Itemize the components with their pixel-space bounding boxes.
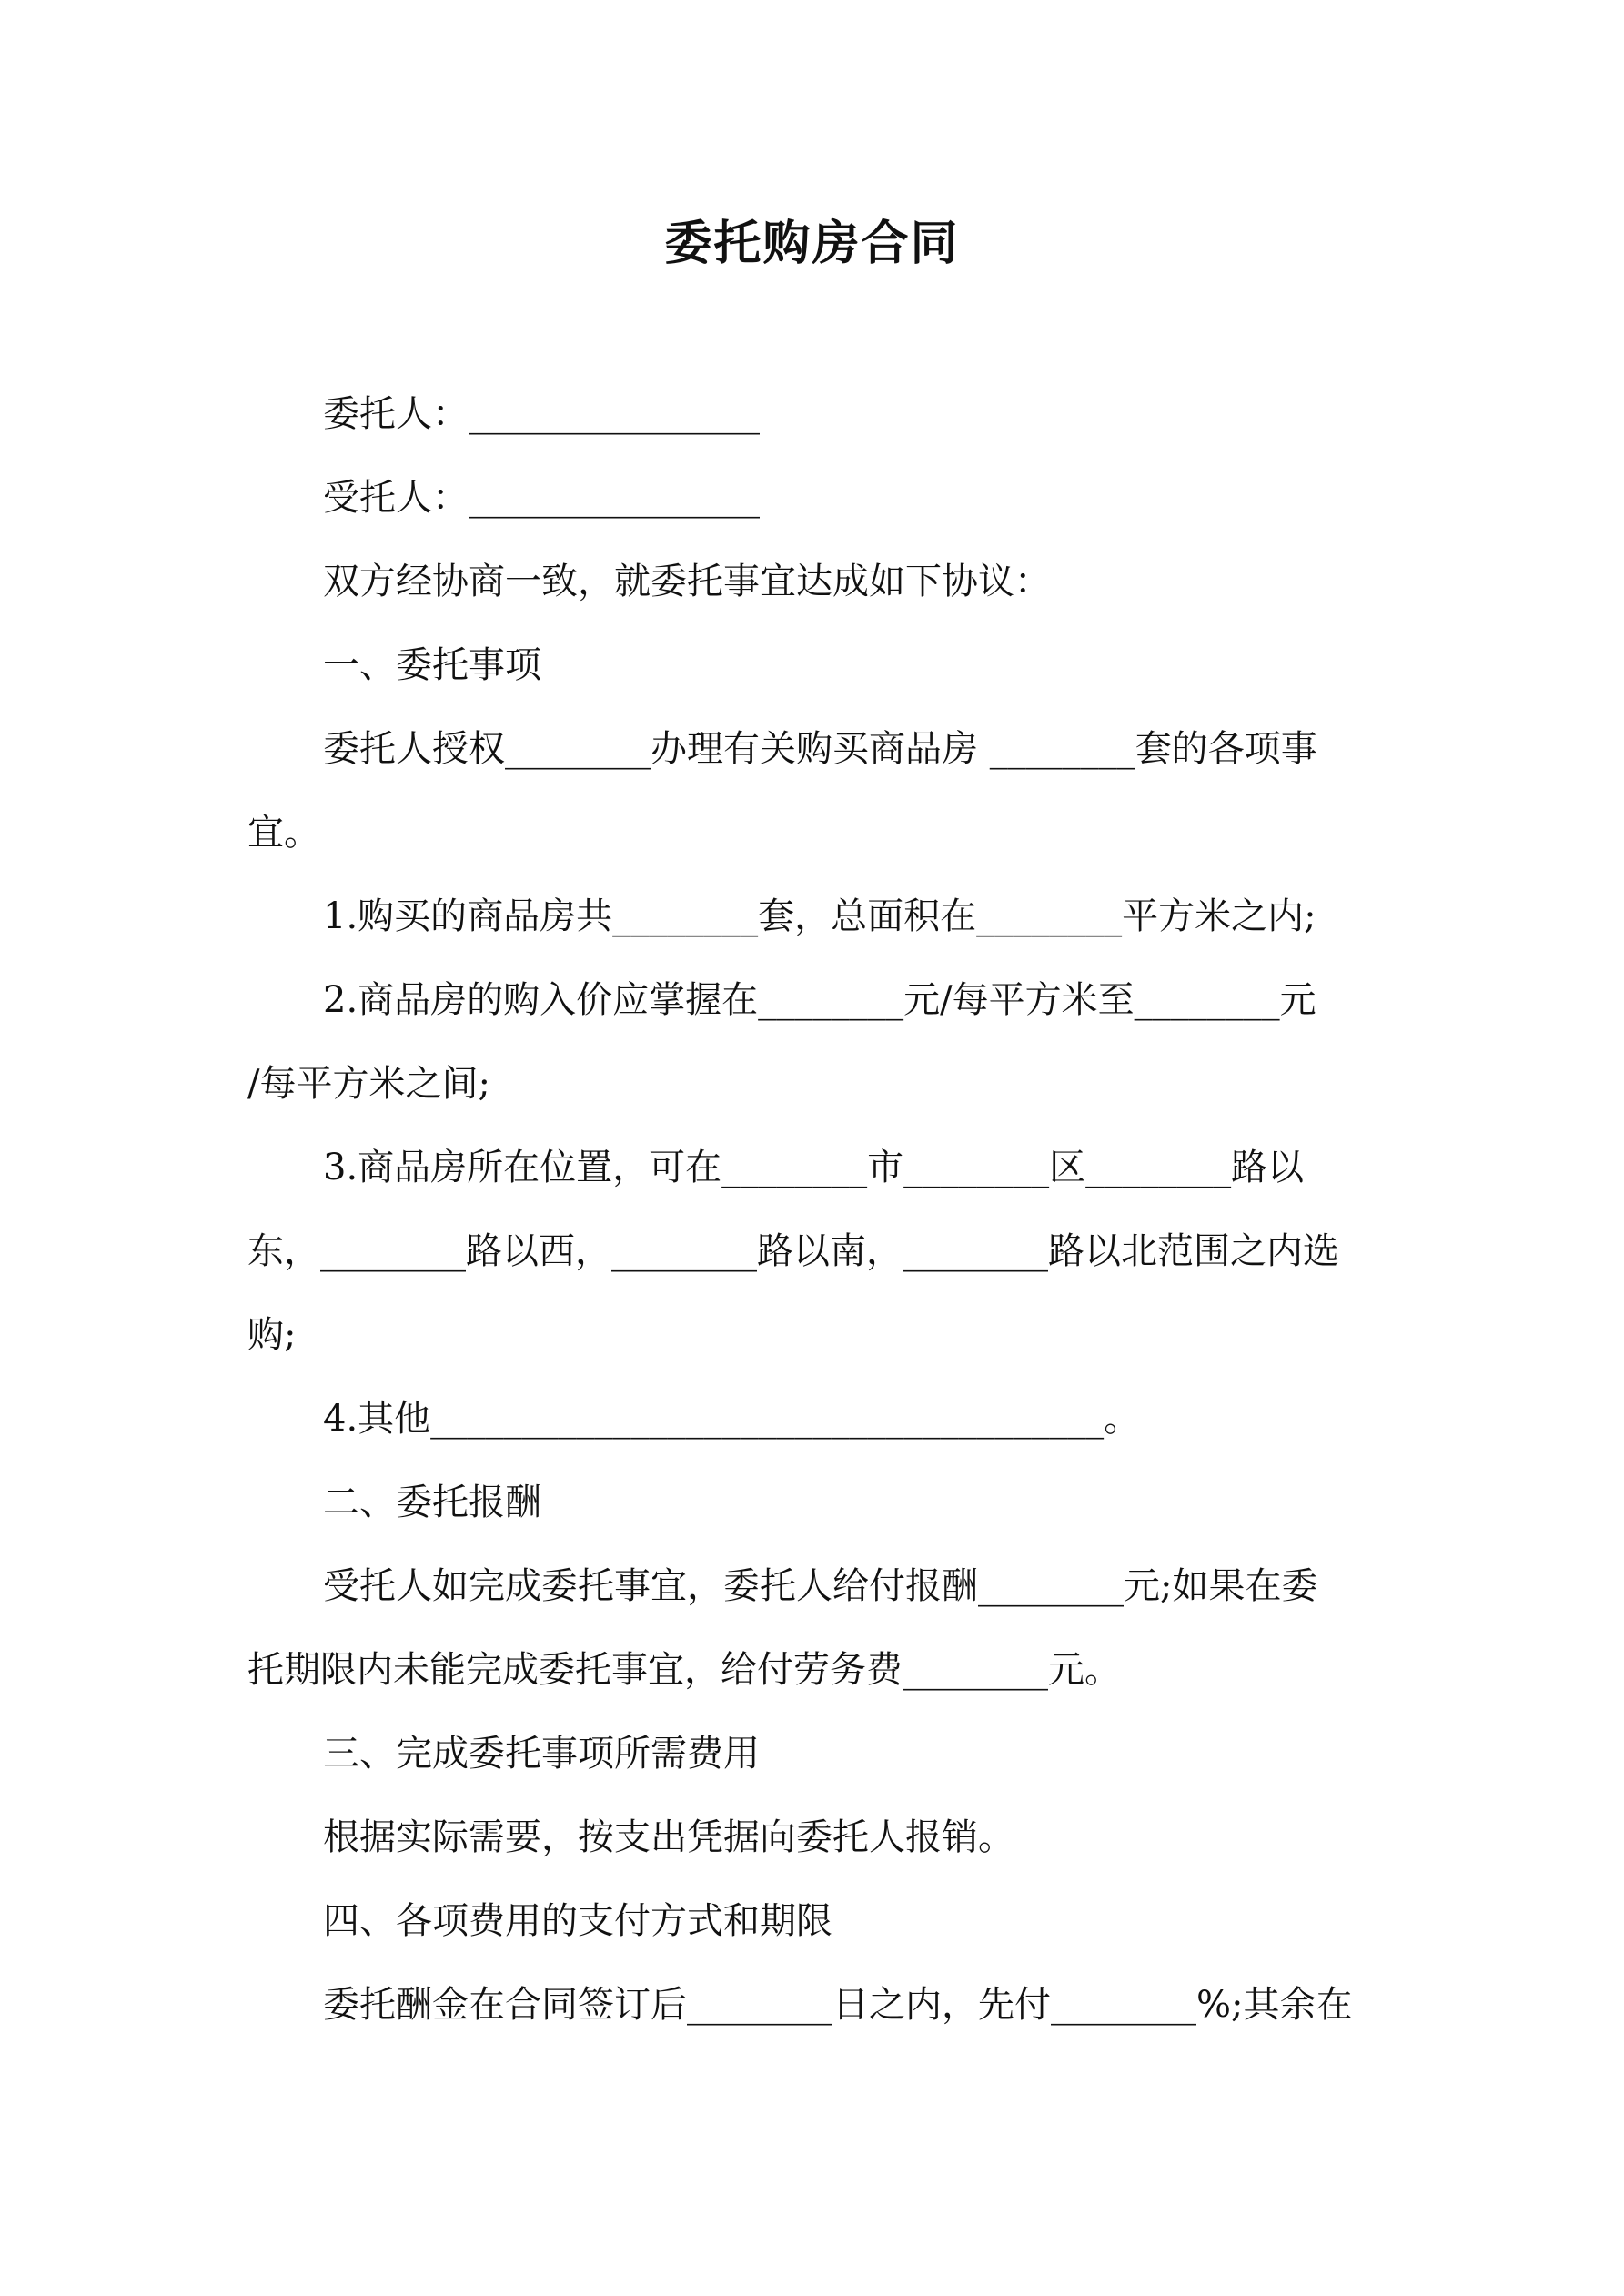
agreement-intro: 双方经协商一致，就委托事宜达成如下协议： (323, 561, 1051, 602)
paragraph-line: 委托酬金在合同签订后________日之内，先付________%;其余在 (323, 1984, 1353, 2026)
section-heading-2: 二、委托报酬 (323, 1482, 541, 1523)
clause-4: 4.其他_____________________________________。 (323, 1398, 1141, 1440)
clause-1: 1.购买的商品房共________套，总面积在________平方米之内; (323, 895, 1316, 937)
client-line: 委托人：________________ (323, 393, 760, 435)
page-title: 委托购房合同 (664, 217, 960, 271)
clause-2-cont: /每平方米之间; (247, 1063, 490, 1105)
paragraph-line: 根据实际需要，按支出凭据向委托人报销。 (323, 1816, 1014, 1858)
section-heading-4: 四、各项费用的支付方式和期限 (323, 1900, 832, 1942)
section-heading-3: 三、完成委托事项所需费用 (323, 1733, 760, 1775)
clause-3: 3.商品房所在位置，可在________市________区________路以 (323, 1147, 1305, 1188)
section-heading-1: 一、委托事项 (323, 644, 541, 686)
clause-3-cont: 购; (247, 1314, 297, 1356)
paragraph-line: 委托人授权________办理有关购买商品房 ________套的各项事 (323, 728, 1317, 770)
paragraph-line: 宜。 (247, 812, 320, 854)
paragraph-line: 受托人如完成委托事宜，委托人给付报酬________元;如果在委 (323, 1565, 1318, 1607)
paragraph-line: 托期限内未能完成委托事宜，给付劳务费________元。 (247, 1649, 1121, 1691)
clause-2: 2.商品房的购入价应掌握在________元/每平方米至________元 (323, 979, 1316, 1021)
trustee-line: 受托人：________________ (323, 477, 760, 519)
clause-3-cont: 东，________路以西，________路以南，________路以北范围之内选 (247, 1230, 1339, 1272)
